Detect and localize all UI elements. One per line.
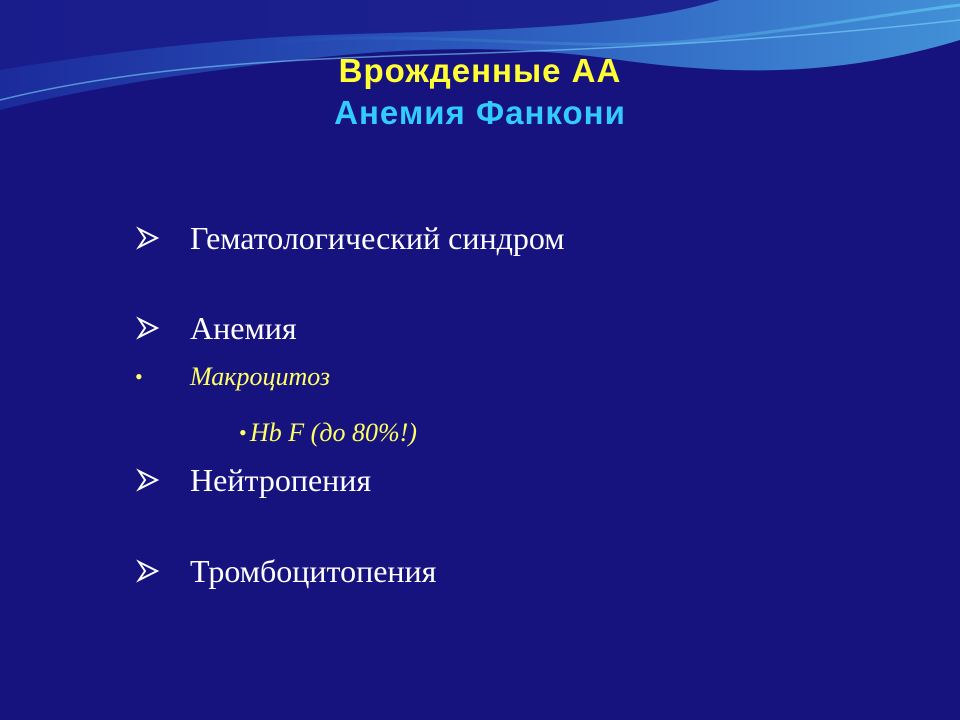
title-line-1: Врожденные АА bbox=[338, 52, 622, 89]
arrowhead-icon bbox=[136, 316, 160, 340]
title-line-2: Анемия Фанкони bbox=[334, 94, 626, 131]
sub-bullet-dot: • bbox=[135, 364, 143, 389]
slide-title bbox=[0, 50, 960, 134]
arrowhead-icon bbox=[136, 559, 160, 583]
sub-bullet-hbf: Hb F (до 80%!) bbox=[250, 418, 417, 447]
bullet-thrombocytopenia: Тромбоцитопения bbox=[190, 553, 437, 589]
arrowhead-icon bbox=[136, 226, 160, 250]
sub-bullet-dot: • bbox=[239, 420, 247, 445]
bullet-neutropenia: Нейтропения bbox=[190, 462, 372, 498]
arrowhead-icon bbox=[136, 468, 160, 492]
sub-bullet-macrocytosis: Макроцитоз bbox=[190, 362, 331, 391]
bullet-hematologic-syndrome: Гематологический синдром bbox=[190, 220, 565, 256]
bullet-anemia: Анемия bbox=[190, 310, 297, 346]
